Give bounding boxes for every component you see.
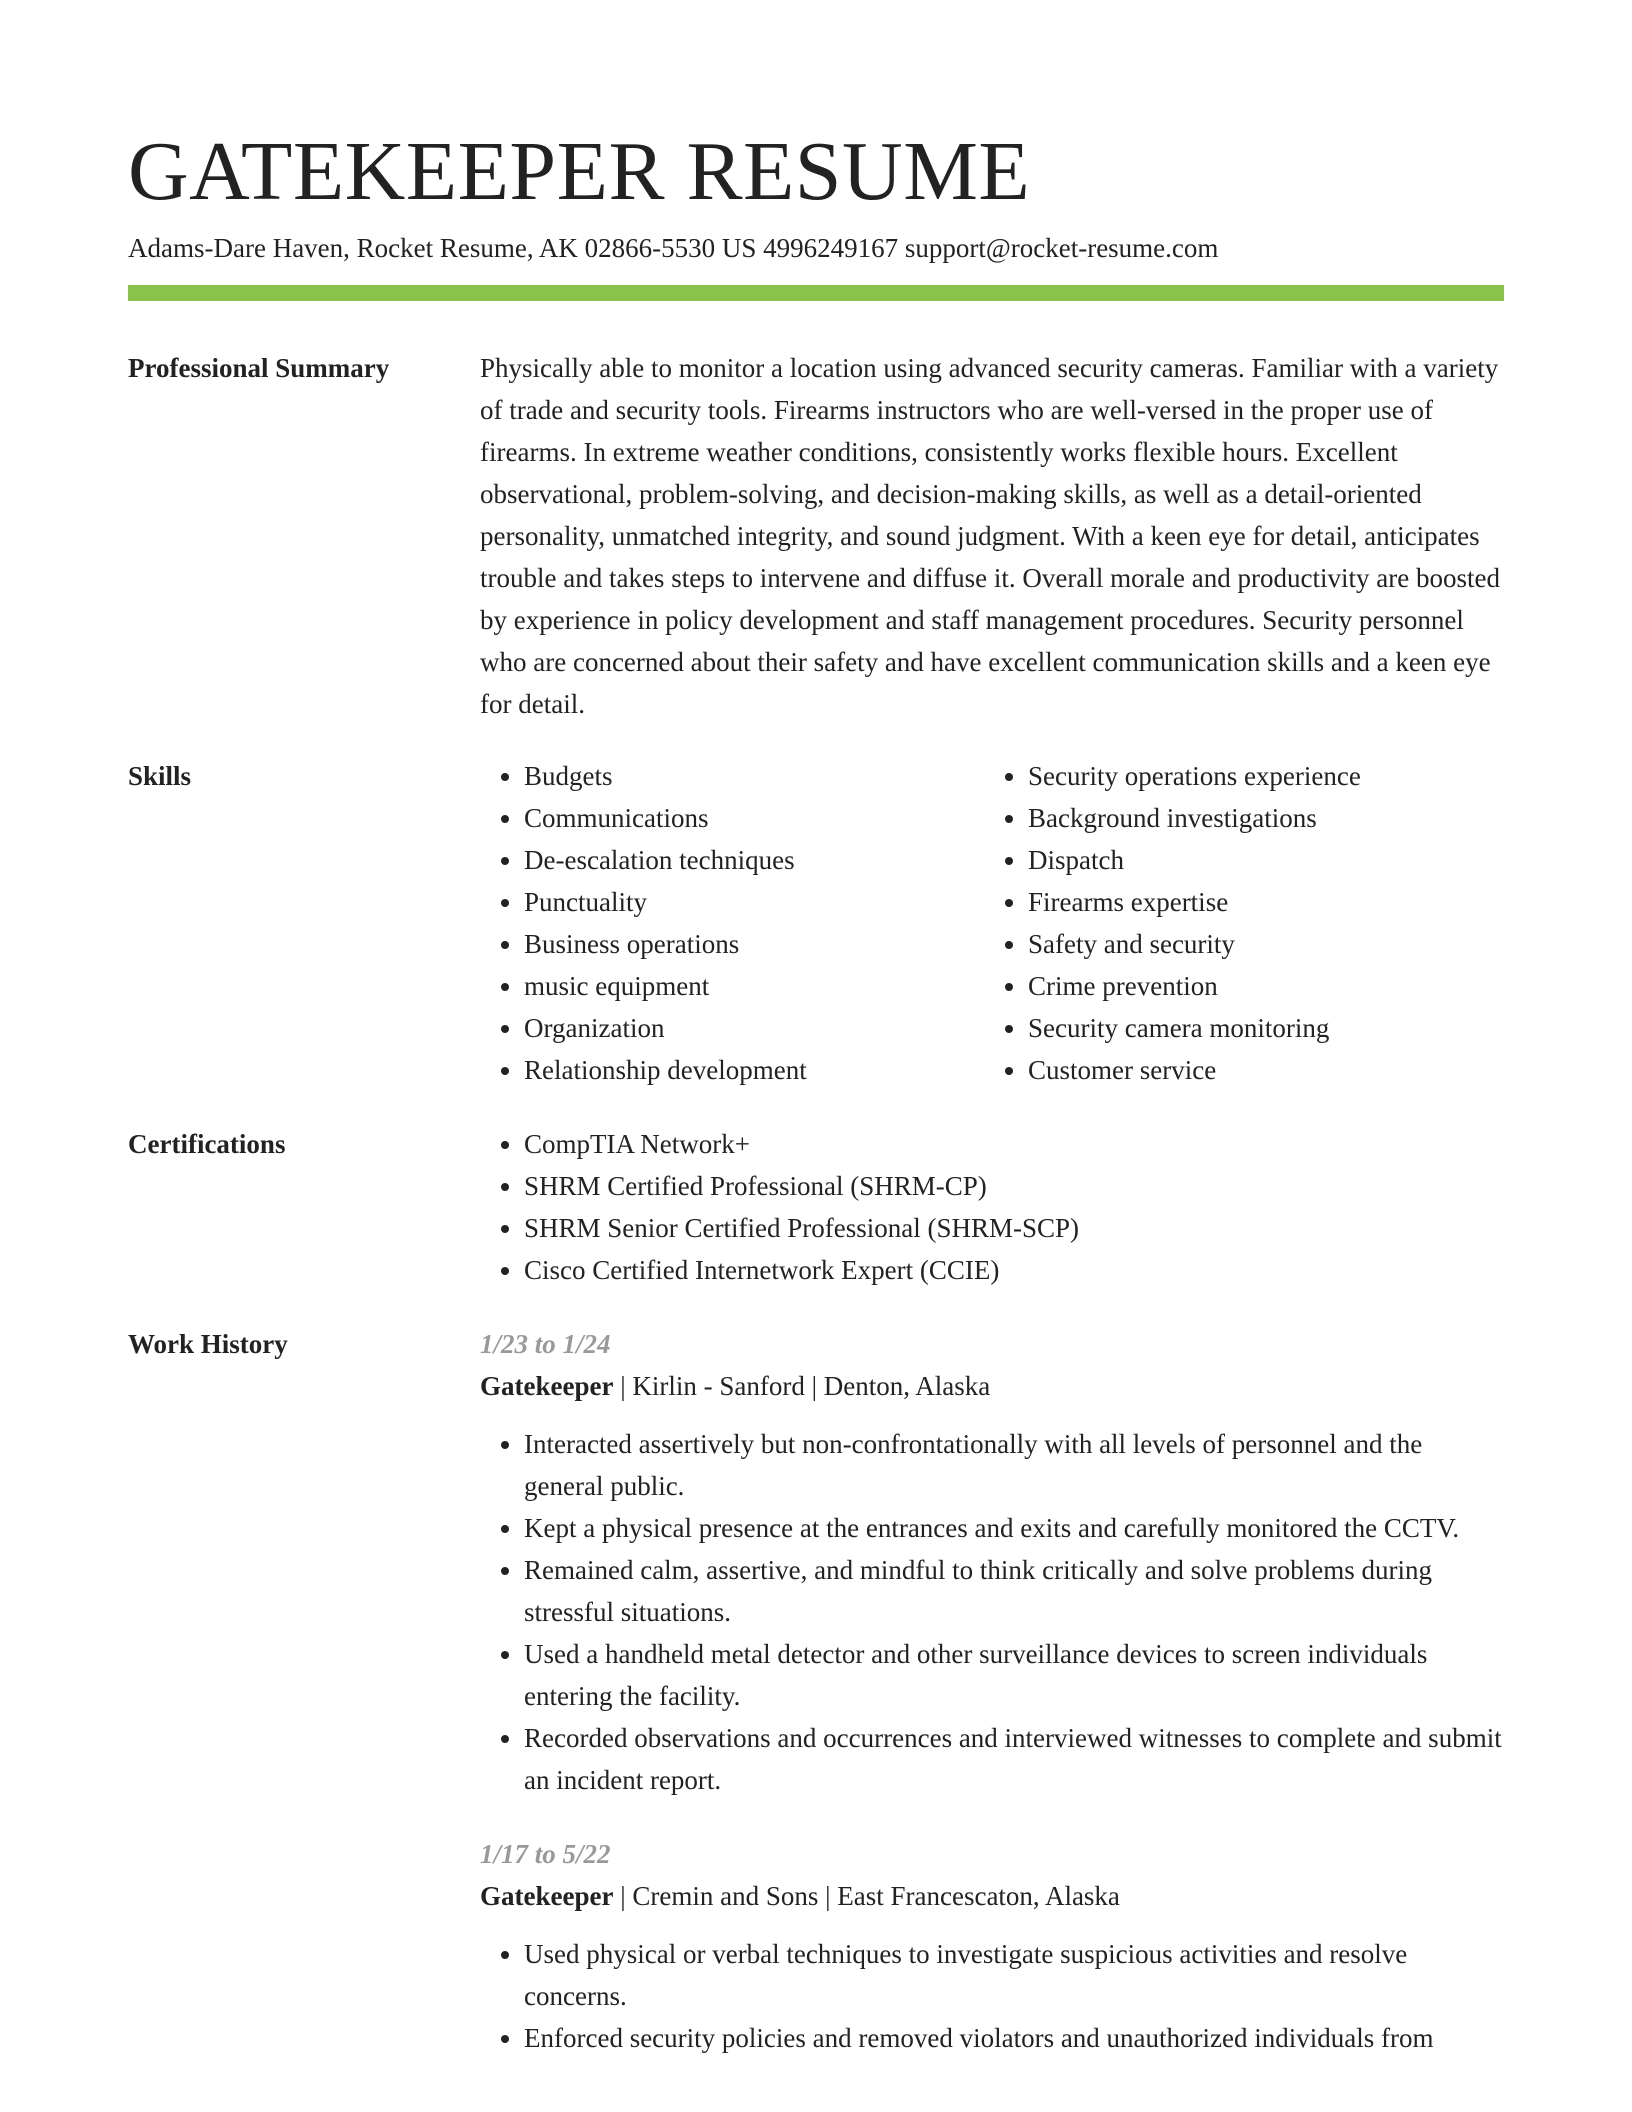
work-history-body (480, 1323, 1504, 2059)
summary-label: Professional Summary (128, 353, 390, 383)
job-dates: 1/23 to 1/24 (480, 1329, 611, 1359)
skill-item: • Budgets (524, 755, 984, 797)
work-history-label: Work History (128, 1329, 288, 1359)
job-heading (480, 1875, 1504, 1917)
skills-body (480, 755, 1504, 1091)
skill-item: • Organization (524, 1007, 984, 1049)
certification-item: • SHRM Senior Certified Professional (SHRM-SCP) (524, 1207, 1504, 1249)
job-bullet: • Recorded observations and occurrences and interviewed witnesses to complete and submit an incident report. (524, 1717, 1504, 1801)
job-bullet: • Used a handheld metal detector and other surveillance devices to screen individuals entering the facility. (524, 1633, 1504, 1717)
certifications-body (480, 1123, 1504, 1291)
summary-body (480, 347, 1504, 725)
skills-label: Skills (128, 761, 192, 791)
job-bullet: • Remained calm, assertive, and mindful to think critically and solve problems during stressful situations. (524, 1549, 1504, 1633)
skills-column-right (984, 755, 1488, 1091)
job-bullets (480, 1423, 1504, 1801)
job-entry (480, 1323, 1504, 1801)
skill-item: • Background investigations (1028, 797, 1488, 839)
skill-item: • Security camera monitoring (1028, 1007, 1488, 1049)
skill-item: • Relationship development (524, 1049, 984, 1091)
certifications-label: Certifications (128, 1129, 286, 1159)
job-title: Gatekeeper (480, 1371, 614, 1401)
certification-item: • CompTIA Network+ (524, 1123, 1504, 1165)
skill-item: • Firearms expertise (1028, 881, 1488, 923)
job-bullet: • Used physical or verbal techniques to investigate suspicious activities and resolve concerns. (524, 1933, 1504, 2017)
resume-title: GATEKEEPER RESUME (128, 125, 1031, 218)
skill-item: • De-escalation techniques (524, 839, 984, 881)
job-bullet: • Kept a physical presence at the entrances and exits and carefully monitored the CCTV. (524, 1507, 1504, 1549)
job-dates: 1/17 to 5/22 (480, 1839, 611, 1869)
skill-item: • Security operations experience (1028, 755, 1488, 797)
job-title: Gatekeeper (480, 1881, 614, 1911)
job-bullet: • Interacted assertively but non-confrontationally with all levels of personnel and the general public. (524, 1423, 1504, 1507)
contact-line: Adams-Dare Haven, Rocket Resume, AK 02866-5530 US 4996249167 support@rocket-resume.com (128, 233, 1219, 263)
job-details: | Kirlin - Sanford | Denton, Alaska (613, 1371, 991, 1401)
header-divider (128, 285, 1504, 301)
skill-item: • Crime prevention (1028, 965, 1488, 1007)
skill-item: • Dispatch (1028, 839, 1488, 881)
job-entry (480, 1833, 1504, 2059)
summary-text: Physically able to monitor a location using advanced security cameras. Familiar with a variety of trade and security tools. Firearms instructors who are well-versed in the proper use of firearms. In extreme weather conditions, consistently works flexible hours. Excellent observational, problem-solving, and decision-making skills, as well as a detail-oriented personality, unmatched integrity, and sound judgment. With a keen eye for detail, anticipates trouble and takes steps to intervene and diffuse it. Overall morale and productivity are boosted by experience in policy development and staff management procedures. Security personnel who are concerned about their safety and have excellent communication skills and a keen eye for detail. (480, 353, 1500, 719)
skill-item: • Punctuality (524, 881, 984, 923)
skill-item: • Customer service (1028, 1049, 1488, 1091)
certification-item: • SHRM Certified Professional (SHRM-CP) (524, 1165, 1504, 1207)
skill-item: • music equipment (524, 965, 984, 1007)
job-details: | Cremin and Sons | East Francescaton, Alaska (613, 1881, 1120, 1911)
skill-item: • Business operations (524, 923, 984, 965)
skills-column-left (480, 755, 984, 1091)
job-heading (480, 1365, 1504, 1407)
skill-item: • Communications (524, 797, 984, 839)
certification-item: • Cisco Certified Internetwork Expert (CCIE) (524, 1249, 1504, 1291)
job-bullet: • Enforced security policies and removed violators and unauthorized individuals from (524, 2017, 1504, 2059)
job-bullets (480, 1933, 1504, 2059)
skill-item: • Safety and security (1028, 923, 1488, 965)
